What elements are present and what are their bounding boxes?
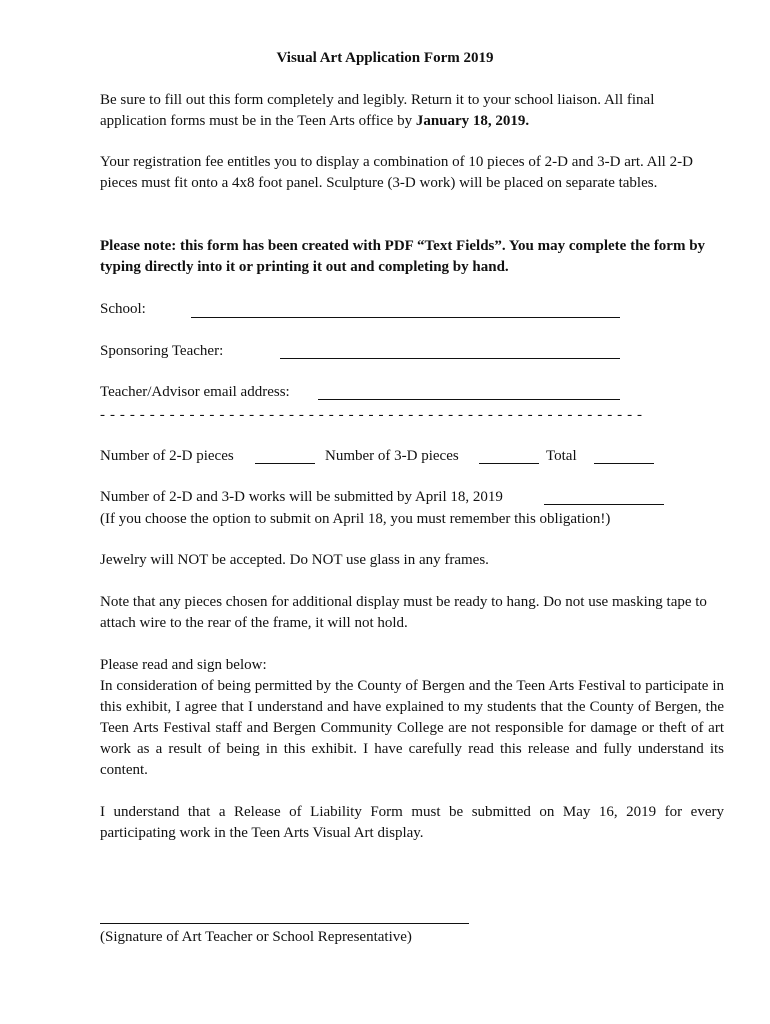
total-label: Total bbox=[546, 448, 577, 464]
intro-text: Be sure to fill out this form completely and legibly. Return it to your school liaison. All final application forms must be in the Teen Arts office by bbox=[100, 92, 655, 129]
release-text: In consideration of being permitted by the County of Bergen and the Teen Arts Festival to participate in this exhibit, I agree that I understand and have explained to my students that the County of Bergen, the Teen Arts Festival staff and Bergen Community College are not responsible for damage or theft of art work as a result of being in this exhibit. I have carefully read this release and fully understand its content. bbox=[100, 678, 724, 778]
liability-statement: I understand that a Release of Liability Form must be submitted on May 16, 2019 for every participating work in the Teen Arts Visual Art display. bbox=[100, 804, 724, 841]
email-field[interactable] bbox=[318, 399, 620, 400]
two-d-count-field[interactable] bbox=[255, 463, 315, 464]
two-d-label: Number of 2-D pieces bbox=[100, 448, 234, 464]
signature-caption: (Signature of Art Teacher or School Representative) bbox=[100, 929, 412, 945]
school-label: School: bbox=[100, 301, 146, 317]
three-d-count-field[interactable] bbox=[479, 463, 539, 464]
teacher-label: Sponsoring Teacher: bbox=[100, 343, 224, 359]
form-title: Visual Art Application Form 2019 bbox=[276, 50, 494, 66]
pdf-note: Please note: this form has been created with PDF “Text Fields”. You may complete the form by typing directly into it or printing it out and completing by hand. bbox=[100, 238, 706, 275]
dashed-separator: - - - - - - - - - - - - - - - - - - - - - - - - - - - - - - - - - - - - - - - - - - - - - - - - - - - - - - - bbox=[100, 407, 643, 423]
jewelry-notice: Jewelry will NOT be accepted. Do NOT use glass in any frames. bbox=[100, 552, 489, 568]
sponsoring-teacher-field[interactable] bbox=[280, 358, 620, 359]
april-works-field[interactable] bbox=[544, 504, 664, 505]
school-field[interactable] bbox=[191, 317, 620, 318]
email-label: Teacher/Advisor email address: bbox=[100, 384, 290, 400]
hanging-notice: Note that any pieces chosen for additional display must be ready to hang. Do not use masking tape to attach wire to the rear of the frame, it will not hold. bbox=[100, 594, 707, 631]
april-label: Number of 2-D and 3-D works will be submitted by April 18, 2019 bbox=[100, 489, 503, 505]
signature-line[interactable] bbox=[100, 923, 469, 924]
registration-paragraph: Your registration fee entitles you to display a combination of 10 pieces of 2-D and 3-D art. All 2-D pieces must fit onto a 4x8 foot panel. Sculpture (3-D work) will be placed on separate tables. bbox=[100, 154, 693, 191]
intro-paragraph bbox=[100, 90, 724, 132]
three-d-label: Number of 3-D pieces bbox=[325, 448, 459, 464]
total-count-field[interactable] bbox=[594, 463, 654, 464]
april-note: (If you choose the option to submit on April 18, you must remember this obligation!) bbox=[100, 511, 611, 527]
release-heading: Please read and sign below: bbox=[100, 657, 267, 673]
deadline-date: January 18, 2019. bbox=[415, 113, 530, 129]
